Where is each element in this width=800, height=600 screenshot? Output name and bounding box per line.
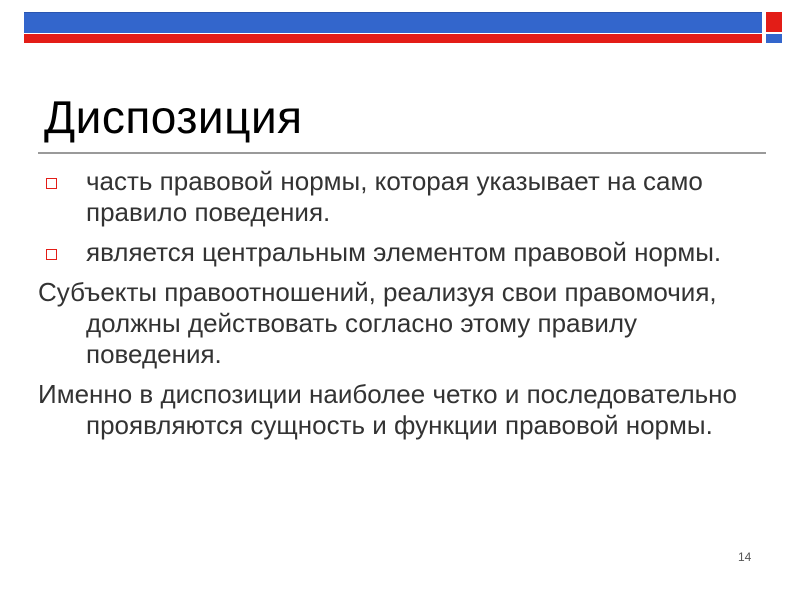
bullet-item [36,237,766,268]
body-paragraph: Субъекты правоотношений, реализуя свои правомочия, должны действовать согласно этому правилу поведения. [38,277,717,369]
title-divider [38,152,766,154]
header-blue-square [766,34,782,43]
slide-title: Диспозиция [44,91,303,143]
square-bullet-icon [46,178,57,189]
bullet-text: часть правовой нормы, которая указывает на само правило поведения. [86,166,703,227]
slide-body [36,166,766,450]
bullet-text: является центральным элементом правовой нормы. [86,237,722,267]
header-red-square [766,12,782,32]
page-number: 14 [738,550,752,564]
header-blue-bar [24,12,762,33]
bullet-item [36,166,766,228]
square-bullet-icon [46,249,57,260]
header-red-bar [24,34,762,43]
body-paragraph: Именно в диспозиции наиболее четко и последовательно проявляются сущность и функции правовой нормы. [38,379,737,440]
